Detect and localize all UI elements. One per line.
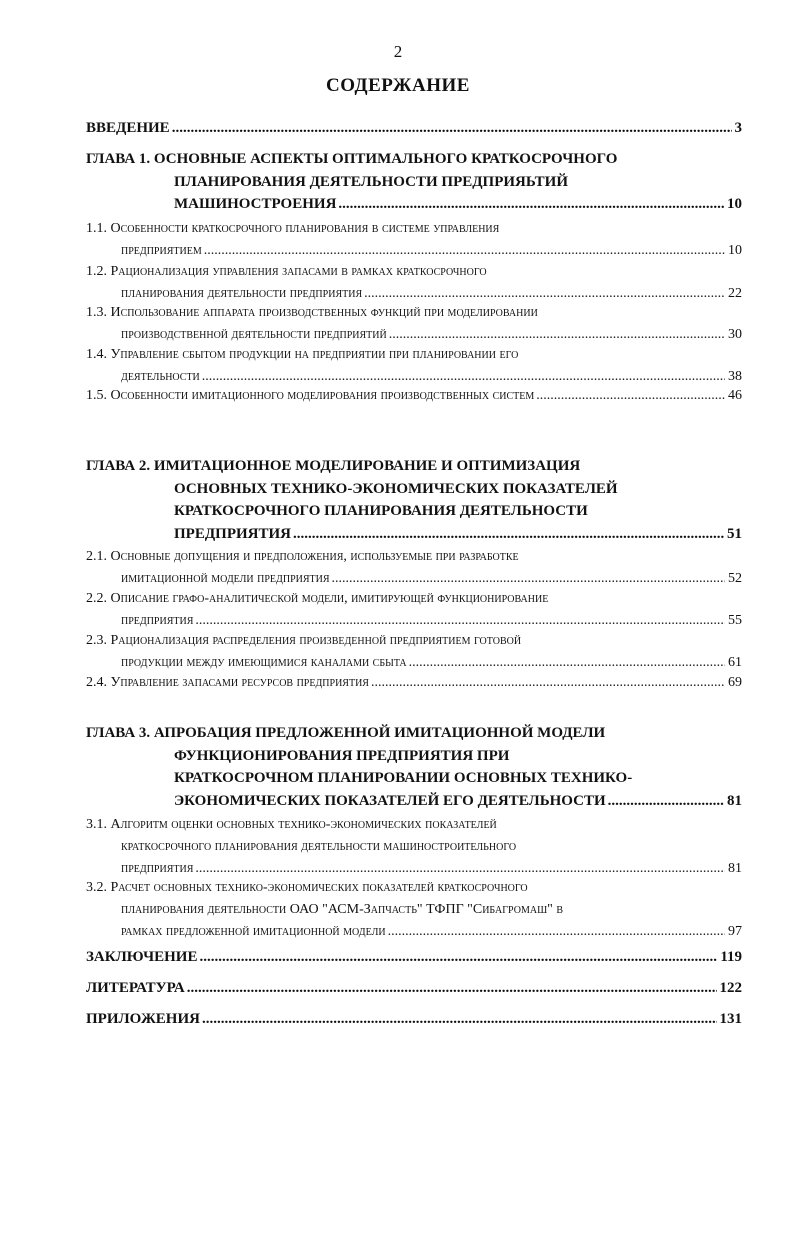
entry-line: 2.3. Рационализация распределения произведенной предприятием готовой: [86, 633, 522, 648]
toc-entry-appendices[interactable]: [86, 1008, 742, 1031]
entry-line: КРАТКОСРОЧНОМ ПЛАНИРОВАНИИ ОСНОВНЫХ ТЕХНИКО-: [174, 770, 633, 786]
entry-label: ПРЕДПРИЯТИЯ: [174, 525, 291, 542]
toc-entry-section-3-1[interactable]: [86, 814, 742, 880]
entry-page: 122: [719, 980, 742, 996]
toc-entry-section-2-1[interactable]: [86, 546, 742, 590]
leader-dots: [409, 652, 725, 674]
entry-page: 3: [734, 120, 742, 136]
entry-page: 69: [728, 675, 742, 690]
entry-label: 1.5. Особенности имитационного моделирования производственных систем: [86, 388, 535, 403]
leader-dots: [389, 324, 725, 346]
entry-line: 2.1. Основные допущения и предположения, используемые при разработке: [86, 549, 519, 564]
page-number: 2: [393, 42, 403, 61]
entry-page: 131: [719, 1011, 742, 1027]
entry-label: производственной деятельности предприятий: [121, 327, 387, 342]
entry-line: ГЛАВА 3. АПРОБАЦИЯ ПРЕДЛОЖЕННОЙ ИМИТАЦИОННОЙ МОДЕЛИ: [86, 725, 606, 741]
entry-label: деятельности: [121, 369, 200, 384]
entry-page: 61: [728, 655, 742, 670]
leader-dots: [371, 672, 725, 694]
entry-page: 81: [728, 861, 742, 876]
entry-label: предприятия: [121, 861, 194, 876]
entry-page: 22: [728, 286, 742, 301]
entry-line: 1.2. Рационализация управления запасами в рамках краткосрочного: [86, 264, 487, 279]
toc-entry-chapter-3[interactable]: [86, 722, 742, 812]
leader-dots: [172, 117, 732, 140]
entry-label: рамках предложенной имитационной модели: [121, 924, 386, 939]
leader-dots: [204, 240, 725, 262]
leader-dots: [536, 385, 725, 407]
entry-label: продукции между имеющимися каналами сбыта: [121, 655, 407, 670]
toc-entry-section-1-4[interactable]: [86, 344, 742, 388]
leader-dots: [332, 568, 725, 590]
entry-line: ОСНОВНЫХ ТЕХНИКО-ЭКОНОМИЧЕСКИХ ПОКАЗАТЕЛЕЙ: [174, 480, 618, 497]
leader-dots: [202, 1008, 717, 1031]
entry-label: имитационной модели предприятия: [121, 571, 330, 586]
entry-page: 38: [728, 369, 742, 384]
entry-label: предприятием: [121, 243, 202, 258]
entry-line: КРАТКОСРОЧНОГО ПЛАНИРОВАНИЯ ДЕЯТЕЛЬНОСТИ: [174, 503, 588, 519]
page-title: СОДЕРЖАНИЕ: [326, 75, 470, 96]
entry-label: предприятия: [121, 613, 194, 628]
entry-label: ПРИЛОЖЕНИЯ: [86, 1011, 200, 1027]
toc-entry-section-2-3[interactable]: [86, 630, 742, 674]
leader-dots: [195, 610, 725, 632]
toc-entry-chapter-1[interactable]: [86, 148, 742, 216]
entry-label: ВВЕДЕНИЕ: [86, 120, 170, 136]
leader-dots: [199, 946, 717, 969]
toc-entry-literature[interactable]: [86, 977, 742, 1000]
entry-page: 52: [728, 571, 742, 586]
entry-label: ЛИТЕРАТУРА: [86, 980, 185, 996]
toc-entry-section-3-2[interactable]: [86, 877, 742, 943]
entry-line: краткосрочного планирования деятельности машиностроительного: [121, 839, 517, 854]
leader-dots: [338, 193, 724, 216]
entry-page: 10: [728, 243, 742, 258]
entry-page: 30: [728, 327, 742, 342]
toc-entry-section-1-3[interactable]: [86, 302, 742, 346]
entry-label: планирования деятельности предприятия: [121, 286, 363, 301]
leader-dots: [388, 921, 725, 943]
entry-page: 51: [727, 525, 742, 542]
toc-entry-chapter-2[interactable]: [86, 455, 742, 545]
toc-entry-section-1-2[interactable]: [86, 261, 742, 305]
entry-label: 2.4. Управление запасами ресурсов предприятия: [86, 675, 369, 690]
leader-dots: [293, 523, 724, 546]
entry-line: ПЛАНИРОВАНИЯ ДЕЯТЕЛЬНОСТИ ПРЕДПРИЯЬТИЙ: [174, 173, 569, 190]
entry-line: 3.1. Алгоритм оценки основных технико-экономических показателей: [86, 817, 497, 832]
toc-entry-conclusion[interactable]: [86, 946, 742, 969]
entry-page: 97: [728, 924, 742, 939]
entry-line: 1.1. Особенности краткосрочного планирования в системе управления: [86, 221, 500, 236]
toc-entry-section-2-2[interactable]: [86, 588, 742, 632]
entry-line: планирования деятельности ОАО "АСМ-Запчасть" ТФПГ "Сибагромаш" в: [121, 902, 564, 917]
entry-line: ГЛАВА 1. ОСНОВНЫЕ АСПЕКТЫ ОПТИМАЛЬНОГО КРАТКОСРОЧНОГО: [86, 151, 618, 167]
entry-line: ФУНКЦИОНИРОВАНИЯ ПРЕДПРИЯТИЯ ПРИ: [174, 747, 510, 764]
toc-entry-section-2-4[interactable]: [86, 672, 742, 694]
entry-line: 1.4. Управление сбытом продукции на предприятии при планировании его: [86, 347, 519, 362]
entry-page: 55: [728, 613, 742, 628]
entry-label: ЗАКЛЮЧЕНИЕ: [86, 949, 198, 965]
entry-line: 2.2. Описание графо-аналитической модели, имитирующей функционирование: [86, 591, 549, 606]
leader-dots: [608, 790, 724, 813]
entry-line: 1.3. Использование аппарата производственных функций при моделировании: [86, 305, 538, 320]
toc-entry-section-1-1[interactable]: [86, 218, 742, 262]
entry-line: 3.2. Расчет основных технико-экономических показателей краткосрочного: [86, 880, 528, 895]
entry-page: 119: [720, 949, 742, 965]
toc-entry-introduction[interactable]: [86, 117, 742, 140]
entry-label: МАШИНОСТРОЕНИЯ: [174, 196, 337, 212]
entry-page: 81: [727, 792, 742, 809]
toc-entry-section-1-5[interactable]: [86, 385, 742, 407]
entry-page: 10: [727, 196, 742, 212]
entry-label: ЭКОНОМИЧЕСКИХ ПОКАЗАТЕЛЕЙ ЕГО ДЕЯТЕЛЬНОСТИ: [174, 792, 606, 809]
entry-line: ГЛАВА 2. ИМИТАЦИОННОЕ МОДЕЛИРОВАНИЕ И ОПТИМИЗАЦИЯ: [86, 458, 581, 474]
leader-dots: [187, 977, 717, 1000]
entry-page: 46: [728, 388, 742, 403]
